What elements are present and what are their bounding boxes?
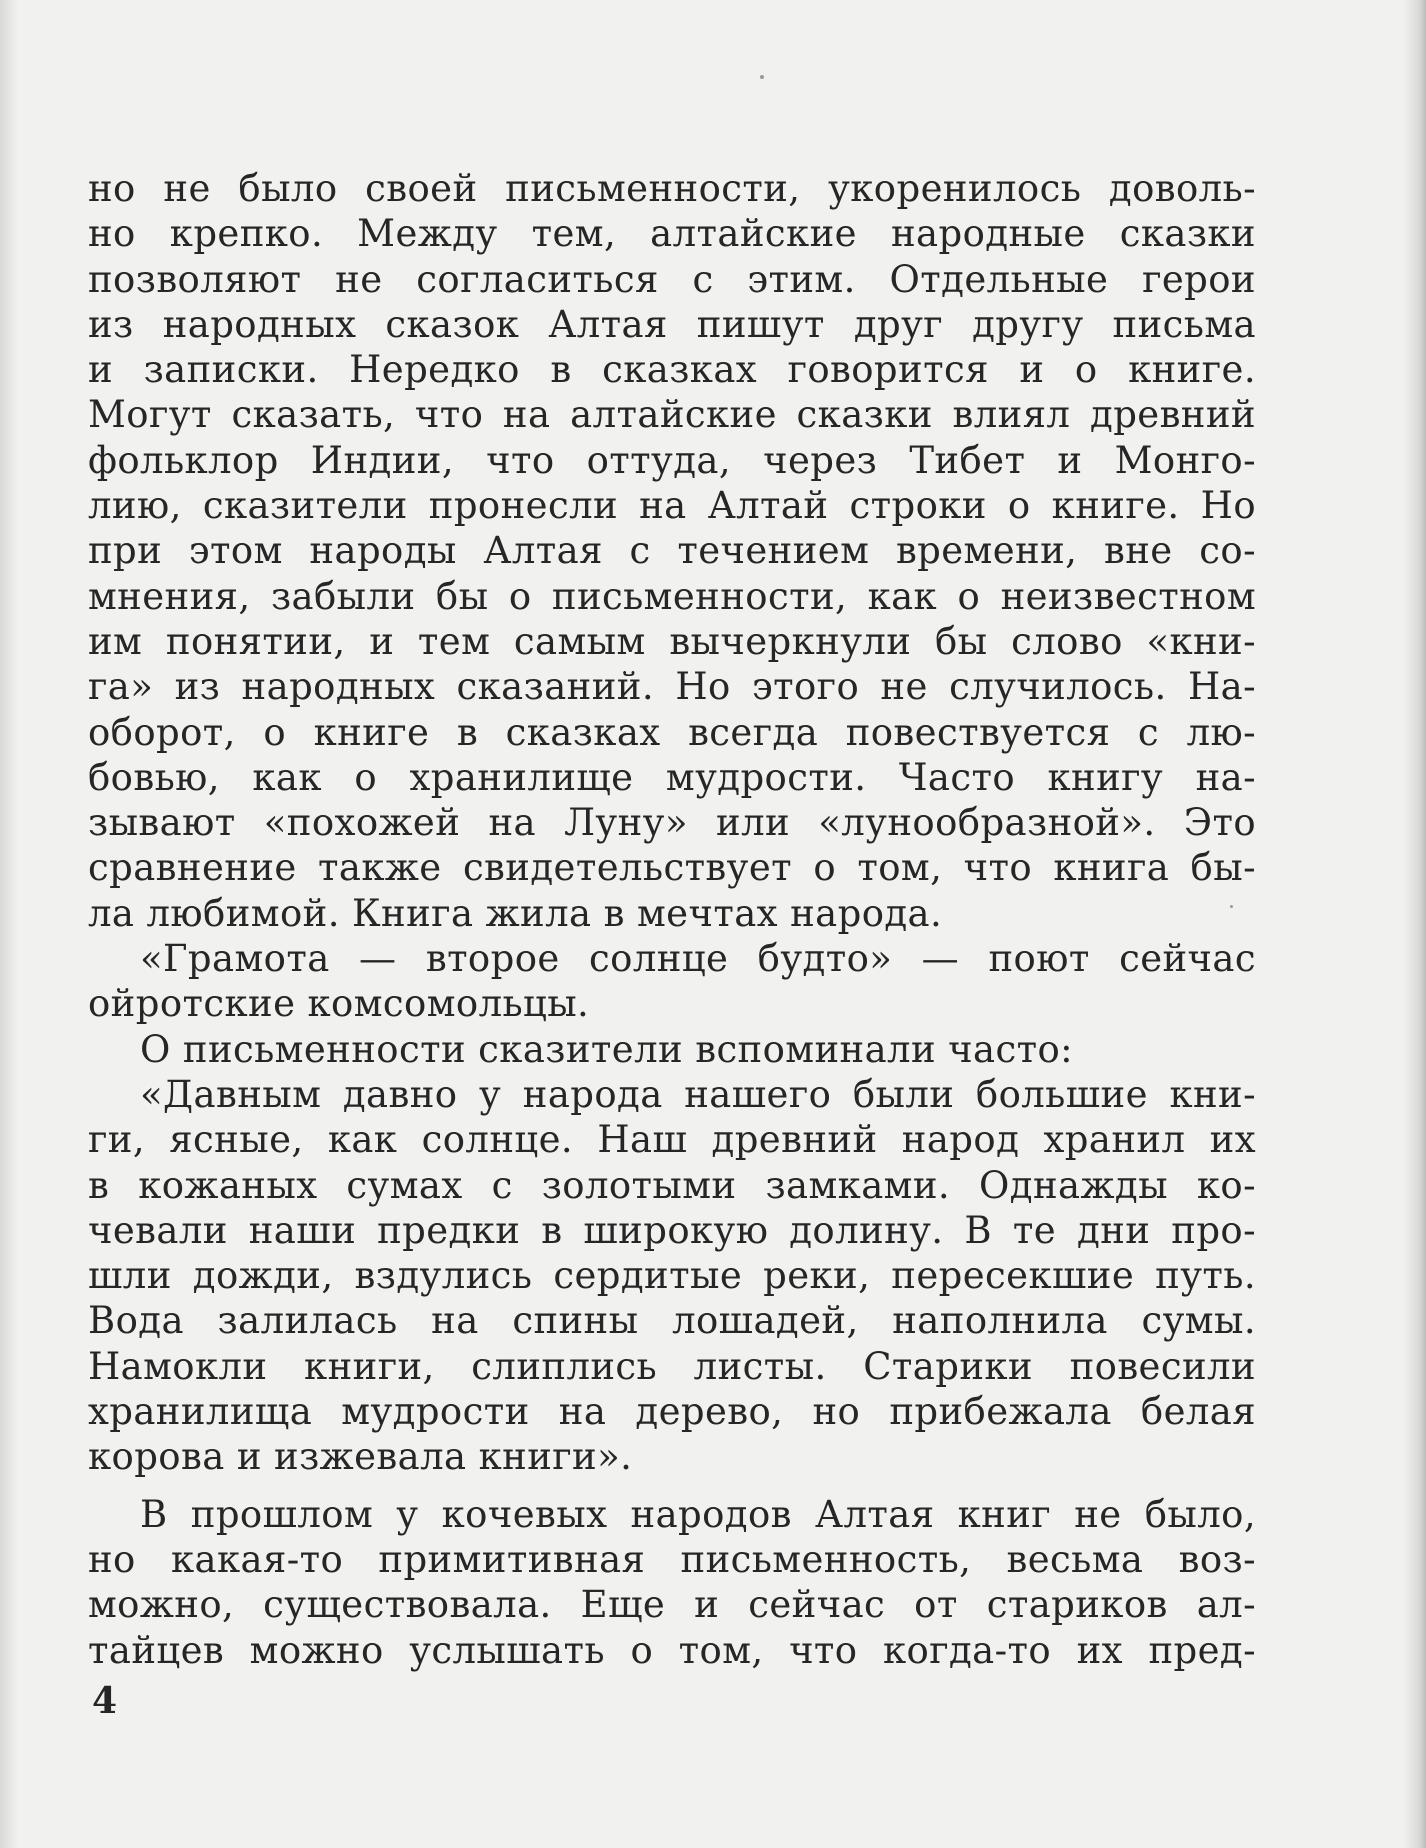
text-line: в кожаных сумах с золотыми замками. Однажды ко- bbox=[88, 1163, 1256, 1207]
text-line: Намокли книги, слиплись листы. Старики повесили bbox=[88, 1344, 1256, 1388]
text-line: зывают «похожей на Луну» или «лунообразной». Это bbox=[88, 801, 1256, 845]
text-line: но не было своей письменности, укоренилось доволь- bbox=[88, 167, 1256, 210]
text-line: позволяют не согласиться с этим. Отдельные герои bbox=[88, 257, 1256, 301]
text-line: сравнение также свидетельствует о том, что книга бы- bbox=[88, 846, 1256, 890]
paragraph-gap bbox=[88, 1480, 1256, 1492]
text-line: но какая-то примитивная письменность, весьма воз- bbox=[88, 1537, 1256, 1581]
text-line: О письменности сказители вспоминали часто: bbox=[140, 1027, 1074, 1071]
text-line: Вода залилась на спины лошадей, наполнила сумы. bbox=[88, 1299, 1256, 1343]
page-right-edge-shadow bbox=[1404, 0, 1426, 1848]
text-line: шли дожди, вздулись сердитые реки, пересекшие путь. bbox=[88, 1254, 1256, 1298]
text-line: тайцев можно услышать о том, что когда-то их пред- bbox=[88, 1628, 1256, 1672]
page-number: 4 bbox=[92, 1680, 118, 1722]
text-line: чевали наши предки в широкую долину. В те дни про- bbox=[88, 1208, 1256, 1252]
body-text bbox=[88, 166, 1256, 1673]
text-line: оборот, о книге в сказках всегда повествуется с лю- bbox=[88, 710, 1256, 754]
text-line: можно, существовала. Еще и сейчас от стариков ал- bbox=[88, 1583, 1256, 1627]
text-line: ла любимой. Книга жила в мечтах народа. bbox=[88, 891, 943, 935]
text-line: мнения, забыли бы о письменности, как о неизвестном bbox=[88, 574, 1256, 618]
text-line: ги, ясные, как солнце. Наш древний народ хранил их bbox=[88, 1118, 1256, 1162]
text-line: «Давным давно у народа нашего были большие кни- bbox=[140, 1072, 1256, 1116]
text-line: Могут сказать, что на алтайские сказки влиял древний bbox=[88, 393, 1256, 437]
text-line: корова и изжевала книги». bbox=[88, 1435, 633, 1479]
text-line: фольклор Индии, что оттуда, через Тибет и Монго- bbox=[88, 438, 1256, 482]
text-line: при этом народы Алтая с течением времени, вне со- bbox=[88, 529, 1256, 573]
text-line: лию, сказители пронесли на Алтай строки о книге. Но bbox=[88, 484, 1256, 528]
text-line: га» из народных сказаний. Но этого не случилось. На- bbox=[88, 665, 1256, 709]
text-line: В прошлом у кочевых народов Алтая книг не было, bbox=[140, 1492, 1256, 1536]
text-line: но крепко. Между тем, алтайские народные сказки bbox=[88, 212, 1256, 256]
text-line: и записки. Нередко в сказках говорится и о книге. bbox=[88, 348, 1256, 392]
text-line: «Грамота — второе солнце будто» — поют сейчас bbox=[140, 937, 1256, 981]
text-line: им понятии, и тем самым вычеркнули бы слово «кни- bbox=[88, 619, 1256, 663]
text-line: бовью, как о хранилище мудрости. Часто книгу на- bbox=[88, 755, 1256, 799]
page-left-edge-shadow bbox=[0, 0, 18, 1848]
print-speck bbox=[760, 75, 764, 79]
text-line: ойротские комсомольцы. bbox=[88, 982, 590, 1026]
text-line: хранилища мудрости на дерево, но прибежала белая bbox=[88, 1390, 1256, 1434]
text-line: из народных сказок Алтая пишут друг другу письма bbox=[88, 302, 1256, 346]
